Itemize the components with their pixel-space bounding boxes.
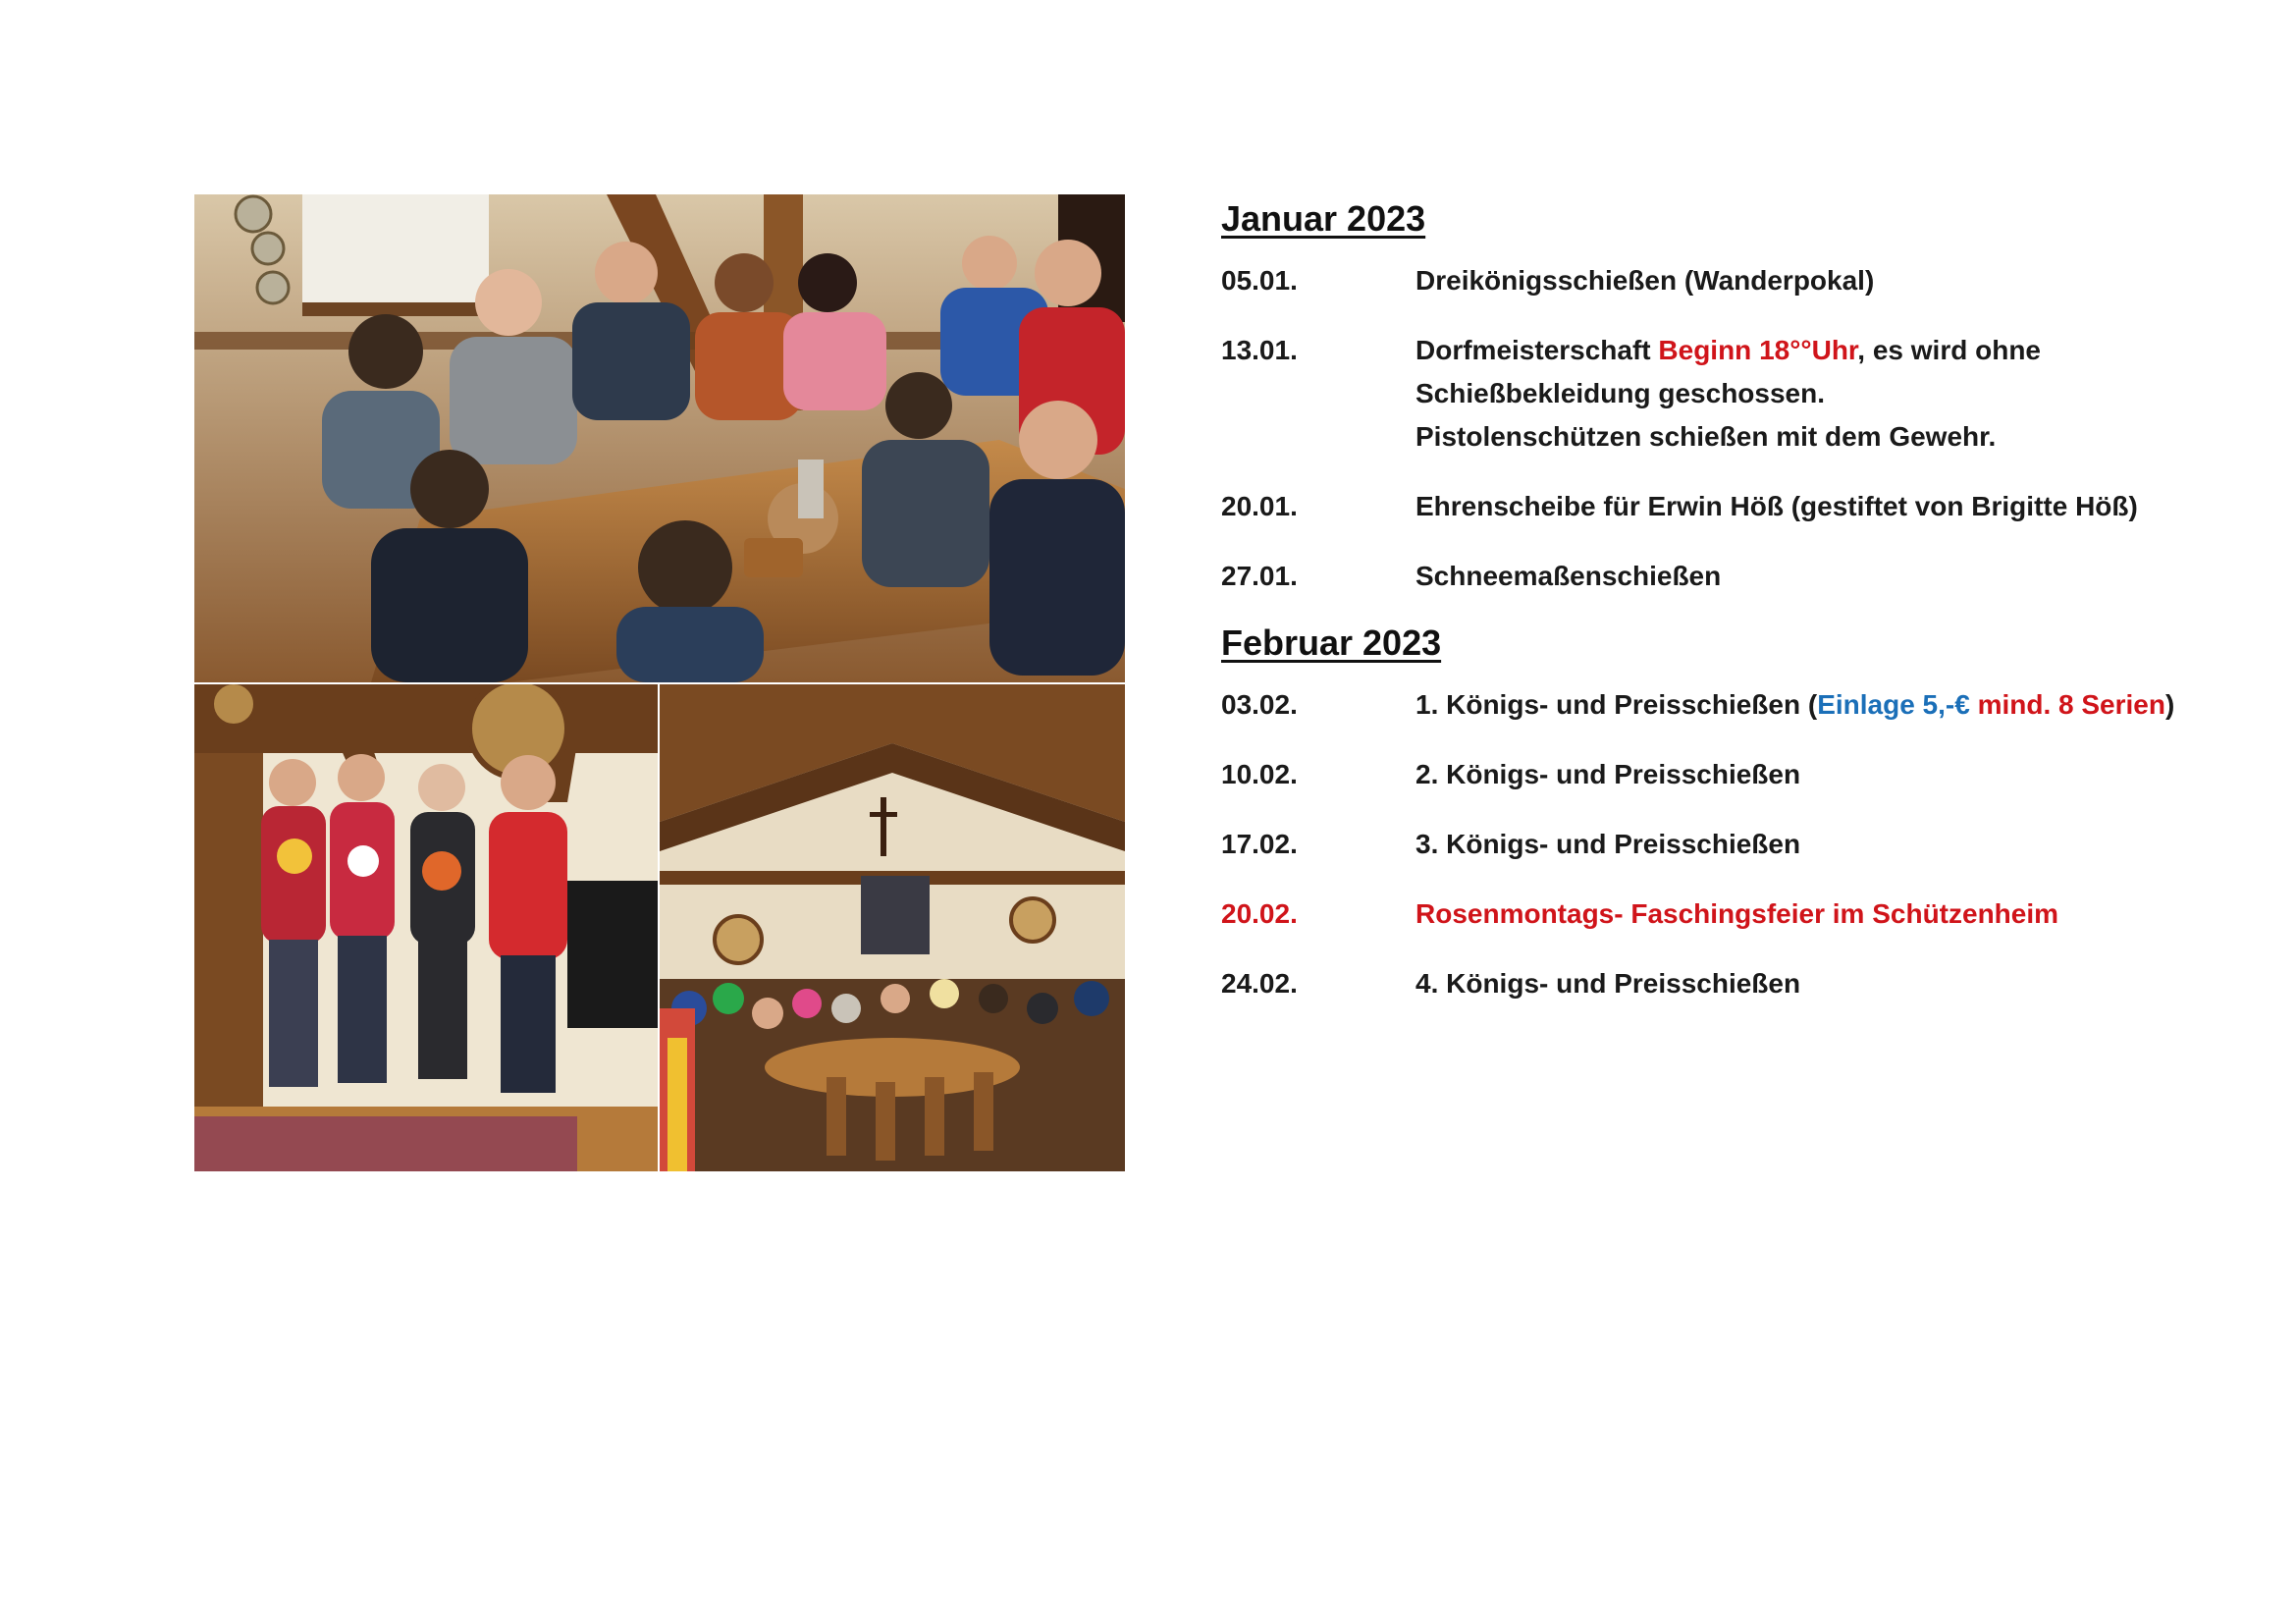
- event-description-line: Pistolenschützen schießen mit dem Gewehr.: [1415, 421, 1997, 452]
- event-date: 17.02.: [1221, 829, 1298, 859]
- event-row: [1221, 259, 2262, 302]
- event-description: 2. Königs- und Preisschießen: [1415, 759, 1801, 789]
- event-description: Dreikönigsschießen (Wanderpokal): [1415, 265, 1875, 296]
- event-min-series: mind. 8 Serien: [1969, 689, 2165, 720]
- event-description-line: Schießbekleidung geschossen.: [1415, 378, 1826, 408]
- event-description-line: [1415, 329, 2262, 372]
- event-date: 03.02.: [1221, 689, 1298, 720]
- event-row-highlighted: [1221, 893, 2262, 936]
- event-schedule: [1221, 192, 2262, 1005]
- event-row: [1221, 962, 2262, 1005]
- event-description: Ehrenscheibe für Erwin Höß (gestiftet von Brigitte Höß): [1415, 491, 2138, 521]
- event-description: 4. Königs- und Preisschießen: [1415, 968, 1801, 999]
- event-date: 20.02.: [1221, 898, 1298, 929]
- event-row: [1221, 823, 2262, 866]
- month-heading-january: Januar 2023: [1221, 198, 1426, 239]
- event-description: [1415, 329, 2262, 459]
- event-text-part: 1. Königs- und Preisschießen (: [1415, 689, 1818, 720]
- event-row: [1221, 329, 2262, 459]
- event-description: Schneemaßenschießen: [1415, 561, 1722, 591]
- photo-carnival-hall: [660, 684, 1125, 1171]
- event-date: 20.01.: [1221, 491, 1298, 521]
- event-row: [1221, 555, 2262, 598]
- event-text-part: ): [2164, 689, 2175, 720]
- event-date: 13.01.: [1221, 335, 1298, 365]
- event-date: 10.02.: [1221, 759, 1298, 789]
- event-date: 05.01.: [1221, 265, 1298, 296]
- event-row: [1221, 683, 2262, 727]
- event-row: [1221, 485, 2262, 528]
- award-photo-icon: [194, 684, 658, 1171]
- group-photo-icon: [194, 194, 1125, 682]
- event-date: 24.02.: [1221, 968, 1298, 999]
- hall-photo-icon: [660, 684, 1125, 1171]
- event-list-january: [1221, 259, 2262, 598]
- event-description: [1415, 683, 2262, 727]
- photo-award-winners: [194, 684, 658, 1171]
- event-row: [1221, 753, 2262, 796]
- month-heading-february: Februar 2023: [1221, 623, 1442, 663]
- event-list-february: [1221, 683, 2262, 1005]
- event-text-part: , es wird ohne: [1857, 335, 2041, 365]
- event-description: 3. Königs- und Preisschießen: [1415, 829, 1801, 859]
- event-date: 27.01.: [1221, 561, 1298, 591]
- photo-group-table: [194, 194, 1125, 682]
- event-text-part: Dorfmeisterschaft: [1415, 335, 1659, 365]
- event-start-time: Beginn 18°°Uhr: [1658, 335, 1858, 365]
- event-description: Rosenmontags- Faschingsfeier im Schützenheim: [1415, 898, 2059, 929]
- photo-collage: [194, 194, 1125, 1171]
- event-entry-fee: Einlage 5,-€: [1817, 689, 1970, 720]
